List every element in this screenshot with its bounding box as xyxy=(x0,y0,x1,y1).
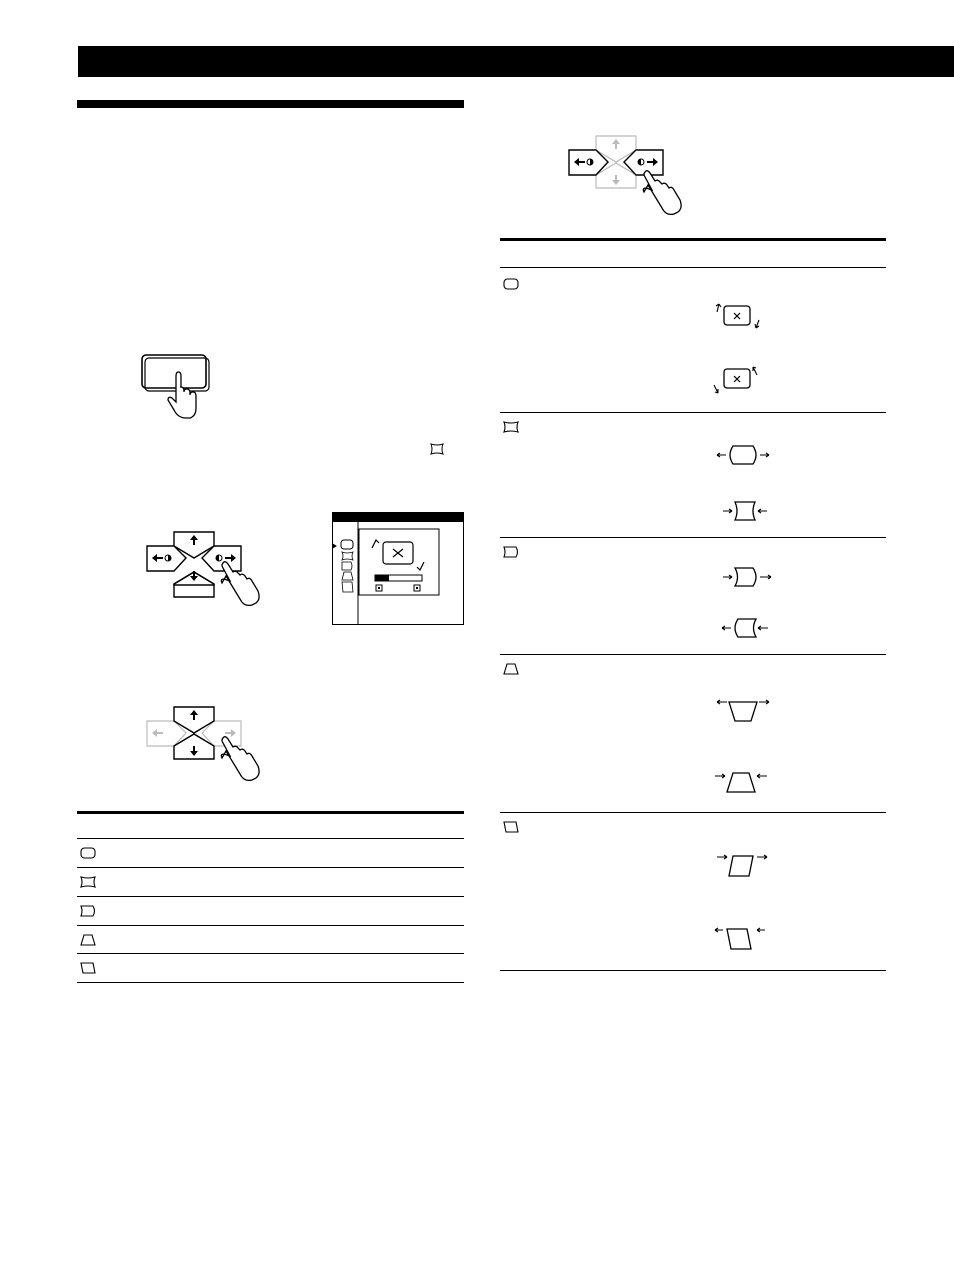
trapezoid-icon xyxy=(80,934,96,946)
effects-table-row-rule xyxy=(500,812,886,813)
shift-right-icon xyxy=(715,853,771,879)
effects-table-row-rule xyxy=(500,537,886,538)
pin-balance-icon xyxy=(503,546,519,558)
parallelogram-icon xyxy=(503,821,519,833)
narrow-top-icon xyxy=(713,770,769,796)
pincushion-icon xyxy=(80,876,96,888)
control-pad-illustration-1 xyxy=(146,531,261,611)
trapezoid-icon xyxy=(503,663,519,675)
pincushion-icon xyxy=(503,421,519,433)
effects-table-row-rule xyxy=(500,412,886,413)
table-row-rule xyxy=(77,925,464,926)
control-pad-illustration-3 xyxy=(568,135,683,220)
section-title-bar xyxy=(77,100,464,108)
header-bar xyxy=(78,46,954,77)
table-header-rule xyxy=(77,838,464,839)
rotate-counterclockwise-icon xyxy=(711,363,763,397)
osd-menu-preview xyxy=(332,512,464,625)
table-row-rule xyxy=(77,867,464,868)
pincushion-inline-icon xyxy=(430,443,444,455)
rotate-clockwise-icon xyxy=(714,300,764,334)
bow-left-icon xyxy=(720,617,770,639)
osd-level-fill xyxy=(375,575,389,581)
widen-top-icon xyxy=(715,697,771,723)
rotation-icon xyxy=(503,278,519,290)
contract-sides-icon xyxy=(721,500,769,522)
control-pad-illustration-2 xyxy=(146,706,261,786)
effects-table-top-rule xyxy=(500,238,886,241)
effects-table-row-rule xyxy=(500,654,886,655)
parallelogram-icon xyxy=(80,962,96,974)
table-row-rule xyxy=(77,953,464,954)
shift-left-icon xyxy=(713,926,769,952)
table-bottom-rule xyxy=(77,982,464,983)
effects-table-header-rule xyxy=(500,267,886,268)
menu-button-illustration xyxy=(138,352,218,427)
bow-right-icon xyxy=(721,566,773,588)
expand-sides-icon xyxy=(715,444,771,466)
table-top-rule xyxy=(77,811,464,814)
effects-table-bottom-rule xyxy=(500,970,886,971)
rotation-icon xyxy=(80,847,96,859)
table-row-rule xyxy=(77,896,464,897)
pin-balance-icon xyxy=(80,905,96,917)
